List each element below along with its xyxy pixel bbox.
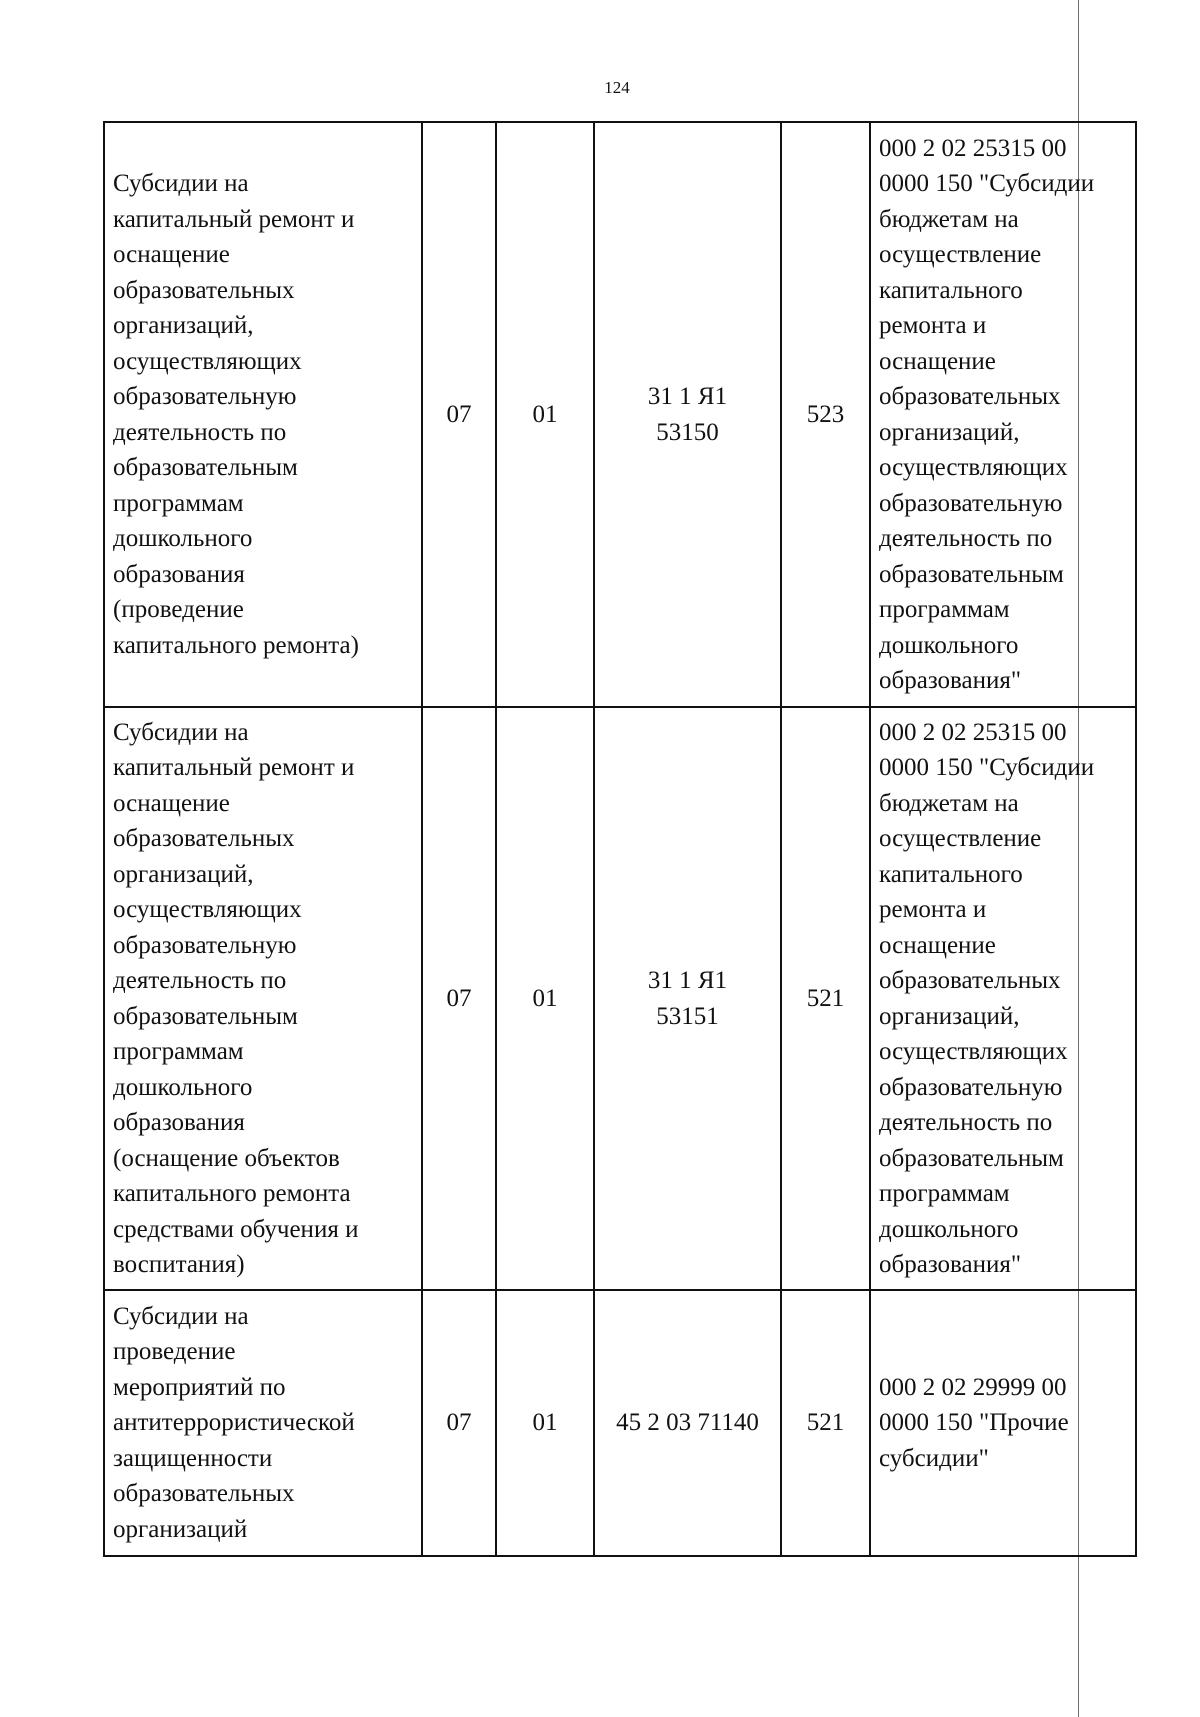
revenue-code: 000 2 02 25315 00 0000 150 "Субсидии бюджетам на осуществление капитального ремонта и оснащение образовательных организаций, осуществляющих образовательную деятельность по образовательным программам дошкольного образования" bbox=[879, 134, 1095, 694]
table-row bbox=[104, 707, 1136, 1290]
section-cell bbox=[422, 122, 496, 707]
page-number: 124 bbox=[604, 78, 630, 97]
subsection-cell bbox=[496, 1290, 594, 1556]
subsidy-name-cell bbox=[104, 707, 422, 1290]
target-article-code: 31 1 Я1 53151 bbox=[647, 967, 728, 1030]
section-code: 07 bbox=[446, 400, 472, 428]
expense-type-code: 521 bbox=[806, 984, 845, 1012]
section-cell bbox=[422, 707, 496, 1290]
revenue-code-cell bbox=[870, 707, 1136, 1290]
subsidy-name: Субсидии на капитальный ремонт и оснащение образовательных организаций, осуществляющих образовательную деятельность по образовательным программам дошкольного образования (оснащение объектов капитального ремонта средствами обучения и воспитания) bbox=[113, 718, 359, 1278]
section-code: 07 bbox=[446, 1409, 472, 1437]
subsection-code: 01 bbox=[532, 984, 558, 1012]
section-cell bbox=[422, 1290, 496, 1556]
subsidy-name: Субсидии на капитальный ремонт и оснащение образовательных организаций, осуществляющих образовательную деятельность по образовательным программам дошкольного образования (проведение капитального ремонта) bbox=[113, 170, 359, 659]
revenue-code: 000 2 02 29999 00 0000 150 "Прочие субсидии" bbox=[879, 1373, 1069, 1472]
expense-type-code: 521 bbox=[806, 1409, 845, 1437]
target-article-code: 31 1 Я1 53150 bbox=[647, 383, 728, 446]
revenue-code-cell bbox=[870, 1290, 1136, 1556]
subsidy-name: Субсидии на проведение мероприятий по антитеррористической защищенности образовательных организаций bbox=[113, 1302, 355, 1543]
table-row bbox=[104, 1290, 1136, 1556]
expense-type-code: 523 bbox=[806, 400, 845, 428]
section-code: 07 bbox=[446, 984, 472, 1012]
expense-type-cell bbox=[781, 122, 870, 707]
expense-type-cell bbox=[781, 1290, 870, 1556]
target-article-cell bbox=[594, 1290, 781, 1556]
subsection-cell bbox=[496, 707, 594, 1290]
subsidy-name-cell bbox=[104, 1290, 422, 1556]
target-article-cell bbox=[594, 707, 781, 1290]
expense-type-cell bbox=[781, 707, 870, 1290]
subsection-code: 01 bbox=[532, 1409, 558, 1437]
revenue-code: 000 2 02 25315 00 0000 150 "Субсидии бюджетам на осуществление капитального ремонта и оснащение образовательных организаций, осуществляющих образовательную деятельность по образовательным программам дошкольного образования" bbox=[879, 718, 1095, 1278]
revenue-code-cell bbox=[870, 122, 1136, 707]
target-article-cell bbox=[594, 122, 781, 707]
subsidy-name-cell bbox=[104, 122, 422, 707]
target-article-code: 45 2 03 71140 bbox=[616, 1409, 759, 1437]
table-row bbox=[104, 122, 1136, 707]
subsidies-table bbox=[103, 121, 1137, 1557]
subsection-cell bbox=[496, 122, 594, 707]
subsection-code: 01 bbox=[532, 400, 558, 428]
